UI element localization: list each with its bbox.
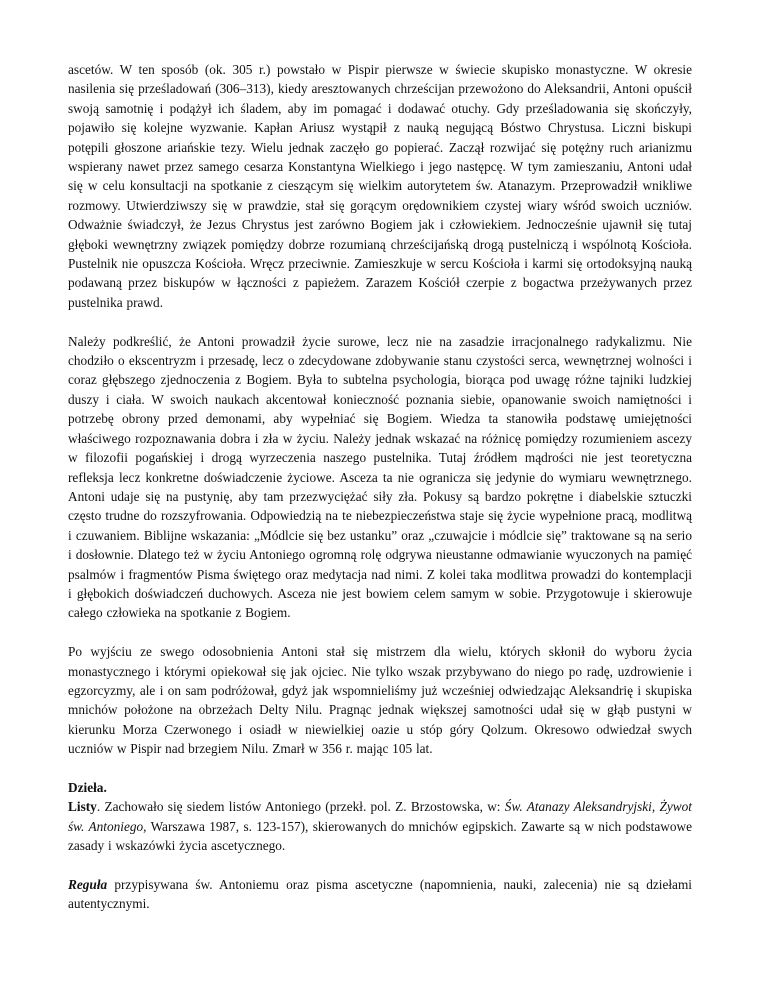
text-segment: Po wyjściu ze swego odosobnienia Antoni stał się mistrzem dla wielu, których skłonił do wyboru życia monastycznego i którymi opiekował się jak ojciec. Nie tylko wszak przybywano do niego po radę, uzdrowienie i egzorcyzmy, ale i on sam podróżował, gdyż jak wspomnieliśmy już wcześniej odwiedzając Aleksandrię i skupiska mnichów położone na obrzeżach Delty Nilu. Pragnąc jednak większej samotności udał się w głąb pustyni w kierunku Morza Czerwonego i osiadł w niewielkiej oazie u stóp góry Qolzum. Okresowo odwiedzał swych uczniów w Pispir nad brzegiem Nilu. Zmarł w 356 r. mając 105 lat. (68, 644, 692, 757)
paragraph-regula (68, 875, 692, 914)
text-segment: ascetów. W ten sposób (ok. 305 r.) powstało w Pispir pierwsze w świecie skupisko monastyczne. W okresie nasilenia się prześladowań (306–313), kiedy aresztowanych chrześcijan przewożono do Aleksandrii, Antoni opuścił swoją samotnię i podążył ich śladem, aby im pomagać i dodawać otuchy. Gdy prześladowania się skończyły, pojawiło się kolejne wyzwanie. Kapłan Ariusz wystąpił z nauką negującą Bóstwo Chrystusa. Liczni biskupi potępili głoszone ariańskie tezy. Wielu jednak zaczęło go popierać. Zaczął rozwijać się potężny ruch arianizmu wspierany nawet przez samego cesarza Konstantyna Wielkiego i jego następcę. W tym zamieszaniu, Antoni udał się w celu konsultacji na spotkanie z cieszącym się wielkim autorytetem św. Atanazym. Przeprowadził wnikliwe rozmowy. Utwierdziwszy się w prawdzie, stał się gorącym orędownikiem czystej wiary wśród swoich uczniów. Odważnie świadczył, że Jezus Chrystus jest zarówno Bogiem jak i człowiekiem. Jednocześnie ujawnił się tutaj głęboki wewnętrzny związek pomiędzy dobrze rozumianą chrześcijańską drogą pustelniczą i wspólnotą Kościoła. Pustelnik nie opuszcza Kościoła. Wręcz przeciwnie. Zamieszkuje w sercu Kościoła i karmi się ortodoksyjną nauką podawaną przez biskupów w łączności z papieżem. Zarazem Kościół czerpie z bogactwa przeżywanych przez pustelnika prawd. (68, 62, 692, 310)
text-segment: Św. Atanazy Aleksandryjski, Żywot św. Antoniego (68, 799, 692, 834)
text-segment: Dzieła. (68, 779, 107, 795)
text-segment: Reguła (68, 877, 108, 892)
paragraph-asceticism (68, 332, 692, 623)
heading-works (68, 778, 692, 797)
paragraph-letters (68, 797, 692, 855)
paragraph-master-of-many (68, 642, 692, 758)
text-segment: . Zachowało się siedem listów Antoniego (przekł. pol. Z. Brzostowska, w: (96, 799, 505, 815)
paragraph-monastic-community (68, 60, 692, 312)
text-segment: Należy podkreślić, że Antoni prowadził życie surowe, lecz nie na zasadzie irracjonalnego radykalizmu. Nie chodziło o ekscentryzm i przesadę, lecz o zdecydowane zdobywanie stanu czystości serca, wewnętrznej wolności i coraz głębszego zjednoczenia z Bogiem. Była to subtelna psychologia, biorąca pod uwagę różne tajniki ludzkiej duszy i ciała. W swoich naukach akcentował konieczność poznania siebie, opanowanie swoich namiętności i potrzebę obrony przed demonami, aby wypełniać się Bogiem. Wiedza ta stanowiła podstawę umiejętności właściwego rozpoznawania dobra i zła w życiu. Należy jednak wskazać na różnicę pomiędzy rozumieniem ascezy w filozofii pogańskiej i drogą wyrzeczenia naszego pustelnika. Tutaj źródłem mądrości nie jest teoretyczna refleksja lecz konkretne doświadczenie życiowe. Asceza ta nie ogranicza się jedynie do wymiaru wewnętrznego. Antoni udaje się na pustynię, aby tam przezwyciężać siły zła. Pokusy są bardzo pokrętne i diabelskie sztuczki często trudne do rozszyfrowania. Odpowiedzią na te niebezpieczeństwa staje się życie wypełnione pracą, modlitwą i czuwaniem. Biblijne wskazania: „Módlcie się bez ustanku” oraz „czuwajcie i módlcie się” traktowane są na serio i dosłownie. Dlatego też w życiu Antoniego ogromną rolę odgrywa nieustanne odmawianie wyuczonych na pamięć psalmów i fragmentów Pisma świętego oraz medytacja nad nimi. Z kolei taka modlitwa prowadzi do kontemplacji i głębokich doświadczeń duchowych. Asceza nie jest bowiem celem samym w sobie. Przygotowuje i skierowuje całego człowieka na spotkanie z Bogiem. (68, 333, 692, 621)
text-segment: , Warszawa 1987, s. 123-157), skierowanych do mnichów egipskich. Zawarte są w nich podstawowe zasady i wskazówki życia ascetycznego. (68, 818, 692, 854)
text-segment: przypisywana św. Antoniemu oraz pisma ascetyczne (napomnienia, nauki, zalecenia) nie są dziełami autentycznymi. (68, 877, 692, 912)
text-segment: Listy (68, 799, 97, 815)
document-body (68, 60, 692, 914)
